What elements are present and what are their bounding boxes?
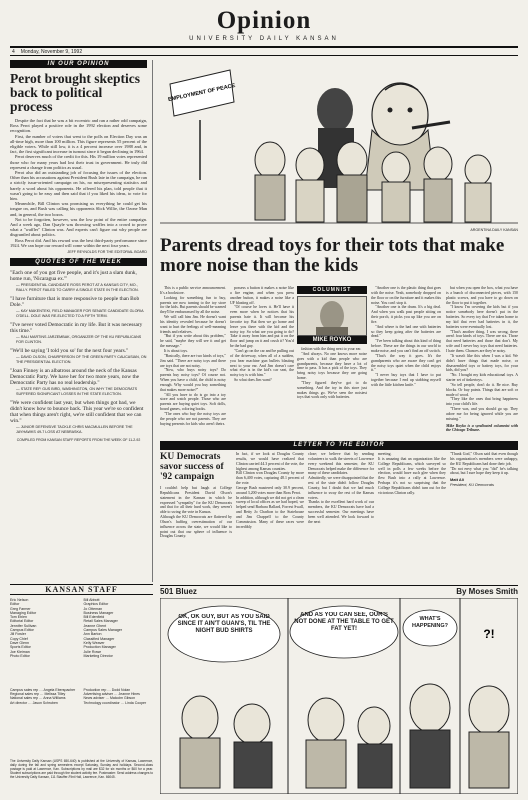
staff-name: Julie Rowe bbox=[83, 649, 102, 654]
staff-entry bbox=[10, 615, 80, 624]
quote-text: "We were confident last year, but when things got bad, we didn't know how to bounce back. This year we're so confident that when things aren't right, we're still confident that we can win." bbox=[10, 400, 144, 425]
column-paragraph: "Can't go on the car and be pulling out of the driveway, when all of a sudden, you hear machine gun bullets blasting next to your ear. And Jim doesn't care what else is in the kid's car seat, the noisy toy is with him." bbox=[230, 348, 294, 378]
letter-paragraph: "Do not envy what you "did" he's talking about, but I sure hope they keep it up. bbox=[450, 466, 518, 476]
letter-signer-title: President, KU Democrats bbox=[450, 482, 494, 488]
main-column bbox=[160, 60, 518, 582]
column-paragraph: "That's the way it goes. It's the grandparents who are aware they can't get the noisy toys quiet when the child enjoys it." bbox=[371, 353, 441, 373]
staff-name: Jennifer Sullivan bbox=[10, 623, 37, 628]
paper-name: UNIVERSITY DAILY KANSAN bbox=[189, 36, 339, 42]
letter-paragraph: Although the KU Democrats are flattered by Olson's huffing overestimation of our influence across the state, we would like to point out that our sphere of influence is Douglas County. bbox=[160, 515, 232, 539]
staff-ad-entry: Advertising adviser … Jeanne Hines bbox=[83, 692, 140, 697]
letter-paragraph: meeting. bbox=[378, 452, 392, 456]
comic-strip bbox=[160, 598, 518, 794]
quote-attribution: — PRESIDENTIAL CANDIDATE ROSS PEROT AT A KANSAS CITY, MO., RALLY. PEROT FAILED TO CARRY A SINGLE STATE IN THE ELECTION. bbox=[16, 283, 139, 292]
column-paragraph: "Another one is the plastic thing that goes with the noise. Yeah, somebody dropped on the floor or on the furniture and it makes this noise. You can't stop it. bbox=[371, 286, 441, 305]
columnist-photo bbox=[297, 296, 367, 336]
staff-role: News adviser bbox=[83, 696, 105, 701]
editorial-paragraph: First, the number of voters that went to the polls on Election Day was an all-time high, more than 100 million. This figure represents 55 percent of the eligible voters. While still low, it is a 4 percent increase over 1988 and, in fact, the first significant increase in turnout since it began declining in 1964. bbox=[10, 133, 147, 155]
editorial-paragraph: Meanwhile, Bill Clinton was promising us everything he could get his tongue on, and Bush was calling his opponents Slick Willie, the Ozone Man and, in general, the two bozos. bbox=[10, 201, 147, 217]
staff-role: Classified Manager bbox=[83, 636, 115, 641]
letter-paragraph: George Bush mustered only 30.9 percent, around 3,200 votes more than Ross Perot. bbox=[236, 485, 304, 495]
staff-role: Campus Sales Manager bbox=[83, 628, 123, 633]
column-paragraph: It is about toys. bbox=[164, 348, 188, 353]
staff-name: Anna Williams bbox=[43, 696, 66, 701]
staff-role: Photo Editor bbox=[10, 653, 30, 658]
column-paragraph: We will call him Jim. He doesn't want his identity revealed because he doesn't want to hurt the feelings of well-meaning friends and relatives. bbox=[160, 315, 226, 334]
letter-text-col1 bbox=[160, 486, 232, 539]
column-text-col4 bbox=[446, 286, 518, 433]
staff-name: Tom Eblen bbox=[10, 615, 27, 620]
page-number: 4 bbox=[12, 48, 15, 55]
staff-role: Campus sales rep bbox=[10, 688, 39, 692]
staff-ad-entry: News adviser … Malcolm Gibson bbox=[83, 696, 136, 701]
staff-role: Advertising adviser bbox=[83, 692, 114, 697]
staff-entry bbox=[10, 598, 80, 607]
staff-entry bbox=[84, 624, 154, 633]
quote-text: "Joan Finney is an albatross around the neck of the Kansas Democratic Party. We have her for two more years, now the Democratic Party has no real leadership." bbox=[10, 367, 140, 387]
quote-text: "Each one of you got five people, and it's just a slam dunk, home run, 'Nicaragua ex.'" bbox=[10, 270, 137, 283]
quotes-list bbox=[10, 270, 147, 434]
letter-paragraph: Thanks to the excellent hard work of our members, the KU Democrats have had a successful semester. Our meetings have been well attended. We look forward to the next bbox=[308, 500, 374, 524]
column-text-col2 bbox=[230, 286, 294, 383]
staff-ad-entry: Technology coordinator … Linda Cooper bbox=[83, 700, 147, 705]
column-paragraph: "And always. No one knows more noise goes with a kid than people who are grandparents, because they have a lot of time to pass. It has a pick of the toys. They bring noisy toys because they are going home. bbox=[297, 351, 367, 381]
column-text-col3b bbox=[371, 286, 441, 388]
column-paragraph: "It wasn't like this when I was a kid. We didn't have things that made noise, or disassembled toys or battery toys, for your kids, did you? bbox=[446, 353, 518, 373]
quote-attribution: — STATE REP. GUS BIRD, WASHINGTON, ON WHY THE DEMOCRATS SUFFERED SIGNIFICANT LOSSES IN THE STATE ELECTION. bbox=[16, 387, 138, 396]
staff-role: Campus Editor bbox=[10, 628, 34, 633]
columnist-name: MIKE ROYKO bbox=[297, 336, 367, 344]
staff-name: Jo Otteman bbox=[83, 606, 103, 611]
comic-title: 501 Bluez bbox=[160, 587, 197, 596]
staff-ad-entry: Regional sales rep … Melissa Tilley bbox=[10, 692, 66, 697]
staff-ad-entry: Art director … Jason Schruben bbox=[10, 700, 58, 705]
columnist-box bbox=[297, 286, 367, 400]
staff-name: Bill Abbott bbox=[83, 598, 100, 602]
cartoon-credit: ARGENTINA DAILY KANSAN bbox=[470, 228, 518, 232]
staff-name: Jill Fowler bbox=[10, 632, 26, 637]
columnist-label: COLUMNIST bbox=[297, 286, 367, 294]
staff-role: Graphics Editor bbox=[83, 602, 109, 607]
staff-name: Dodd Nolan bbox=[111, 688, 131, 692]
staff-entry bbox=[10, 632, 80, 641]
letter-paragraph: "Thank God," Olson said that even though his organization's members were unhappy, the KU Republicans had done their job. bbox=[450, 452, 518, 466]
column-headline: Parents dread toys for their tots that make more noise than the kids bbox=[160, 235, 505, 276]
quote-attribution: — DAVID OLSON, CHAIRPERSON OF THE GREEN PARTY CAUCASIAN, ON THE PRESIDENTIAL ELECTION. bbox=[16, 355, 147, 364]
staff-entry bbox=[10, 607, 80, 616]
staff-role: Production Manager bbox=[83, 645, 116, 650]
column-paragraph: "I know I'm covering the kids but if you notice somebody here doesn't put in the batteries. So every toy that I've taken home to my kid that ever had batteries in it, the batteries were eventually lost. bbox=[446, 305, 518, 329]
column-paragraph: "So tell people, don't do it. Be nice. Buy blocks. Or buy paints. Things that are soft or made of wood. bbox=[446, 382, 518, 397]
quotes-compiled-note: COMPILED FROM KANSAN STAFF REPORTS FROM THE WEEK OF 11-2-92 bbox=[16, 438, 141, 443]
letter-text-col4 bbox=[378, 452, 518, 496]
column-paragraph: "All you have to do is go into a toy store and watch people. Those who are parents are buying quiet toys. Soft dolls, board games, coloring books. bbox=[160, 392, 226, 412]
column-paragraph: "I never buy toys that I have to put together because I end up stabbing myself with the little kitchen knife." bbox=[371, 373, 441, 387]
staff-name: Eric Nelson bbox=[10, 598, 29, 602]
letter-paragraph: close; we believe that by sending volunteers to walk the streets of Lawrence every weekend this semester, the KU Democrats helped make the difference for many of these candidates. bbox=[308, 452, 374, 476]
staff-name: Ann Barton bbox=[83, 632, 102, 637]
editorial-headline: Perot brought skeptics back to political process bbox=[10, 71, 141, 114]
quote-text: "I've never voted Democratic in my life. But it was necessary this time." bbox=[10, 322, 143, 335]
staff-name: Jeanne Ghent bbox=[83, 623, 107, 628]
column-paragraph: "But if you write about this problem," he said, "maybe they will see it and get the message." bbox=[160, 334, 226, 349]
column-paragraph: Looking for something fun to buy, parents are now turning to the toy store for the kids. But parents should be warned they'll be embarrassed by all the noise. bbox=[160, 295, 226, 315]
staff-name: Joe Kleiman bbox=[10, 649, 30, 654]
column-paragraph: So what does Jim want? bbox=[234, 378, 272, 383]
staff-role: Retail Sales Manager bbox=[83, 619, 118, 624]
staff-name: Greg Farmer bbox=[10, 606, 31, 611]
comic-bubble-3: WHAT'S HAPPENING? bbox=[411, 616, 449, 629]
letter-paragraph: In addition, although we did not get a clean sweep of local offices as we had hoped, we helped send Barbara Ballard, Forrest Swall, and Betty Jo Charlton to the Statehouse and Jim Chappell to the County Commission. Many of these races were incredibly bbox=[236, 495, 304, 529]
letter-text-col3 bbox=[308, 452, 374, 525]
staff-ads-list bbox=[10, 688, 153, 705]
column-paragraph: "Another one is the drum. It's a big deal. And when you walk past people sitting on their porch, it picks you up like you are on fire. bbox=[371, 305, 441, 324]
staff-name: Bill Edenfield bbox=[83, 615, 105, 620]
staff-role: Editorial Editor bbox=[10, 619, 34, 624]
staff-entry bbox=[84, 632, 154, 641]
column-paragraph: "There was, and you should go up. They adore me for being ignored while you are missing." bbox=[446, 407, 518, 421]
staff-footer: The University Daily Kansan (USPS 650-640) is published at the University of Kansas, Lawrence, daily during the fall and spring semesters except Saturday, Sunday and holidays. Second-class postage is paid at Lawrence, Kan. Subscriptions by mail are $32 for six months or $60 for a year. Student subscriptions are paid through the student activity fee. Postmaster: Send address changes to the University Daily Kansan, 111 Stauffer-Flint Hall, Lawrence, Kan. 66045. bbox=[10, 759, 153, 779]
staff-entry bbox=[84, 607, 154, 616]
staff-role: Sports Editor bbox=[10, 645, 31, 650]
quotes-kicker: QUOTES OF THE WEEK bbox=[10, 258, 147, 266]
staff-name: Angela Eberspacher bbox=[43, 688, 76, 692]
letter-paragraph: I couldn't help but laugh at College Republicans President David Olson's statement in the Kansan in which he expressed "sympathy" for the KU Democrats and that for all their hard work, they weren't able to swing the vote in Kansas. bbox=[160, 486, 232, 515]
quote-attribution: — JUNIOR DEFENSIVE TACKLE CHRIS MACMULLEN BEFORE THE JAYHAWKS 49-7 LOSS AT NEBRASKA. bbox=[16, 425, 133, 434]
letter-paragraph: Admittedly, we were disappointed that the rest of the state didn't follow Douglas County, but I doubt that we had much influence to sway the rest of the Kansas voters. bbox=[308, 476, 374, 500]
column-paragraph: "I've been talking about this kind of thing before. These are the things in our world to make noise, and you can't find an off switch. bbox=[371, 339, 441, 353]
editorial-kicker: IN OUR OPINION bbox=[10, 60, 147, 68]
staff-entry bbox=[84, 615, 154, 624]
editorial-paragraph: Ross Perot did. And his reward was the best third-party performance since 1924. We can hope our reward will come within the next four years. bbox=[10, 237, 147, 248]
staff-entry bbox=[84, 598, 154, 607]
staff-name: Jeanne Hines bbox=[118, 692, 140, 697]
column-paragraph: This is a public service announcement. It's a bookstore. bbox=[160, 286, 226, 295]
staff-name: Kelly Weaver bbox=[83, 640, 105, 645]
comic-byline: By Moses Smith bbox=[456, 587, 518, 596]
quote-text: "We'll be saying 'I told you so' for the next four years." bbox=[10, 348, 129, 355]
column-paragraph: "That's another thing, I was wrong, there aren't four kinds of toys. There are six. Those that need batteries and those that don't. My wife and I never buy toys that need batteries. I hate them. Chances are they're noisy. bbox=[446, 329, 518, 353]
column-paragraph: "They figured they've got to do something. And the toy in this store just makes things go. We've seen the noisiest toys that work only with batteries. bbox=[297, 380, 367, 400]
section-title: Opinion bbox=[216, 7, 312, 34]
staff-role: Art director bbox=[10, 700, 28, 705]
issue-date: Monday, November 9, 1992 bbox=[20, 48, 83, 55]
column-paragraph: "They like the ones that bring happiness into your child's life. bbox=[446, 397, 518, 407]
editorial-cartoon bbox=[160, 60, 518, 228]
editorial-paragraph: Perot also did an outstanding job of focusing the issues of the election. Other than his accusations against President Bush late in the campaign, he ran a strictly issue-oriented campaign on his, no misrepresenting statistics and barely a word about his opponents. He offered his plan, told people that it wasn't going to be easy and then said that if you liked his ideas, to vote for him. bbox=[10, 170, 147, 202]
column-text-col3 bbox=[297, 347, 367, 400]
staff-name: Melissa Tilley bbox=[44, 692, 66, 697]
staff-role: Production rep bbox=[83, 688, 107, 692]
staff-role: Technology coordinator bbox=[83, 700, 120, 705]
letter-text-col2 bbox=[236, 452, 304, 530]
staff-name: Jason Schruben bbox=[32, 700, 58, 705]
staff-role: Managing Editor bbox=[10, 610, 37, 615]
staff-list bbox=[10, 598, 153, 658]
staff-ad-entry: Campus sales rep … Angela Eberspacher bbox=[10, 688, 76, 692]
quote-text: "I have furniture that is more responsive to people than Bob Dole." bbox=[10, 296, 140, 309]
editorial-paragraph: Despite the fact that he was a bit eccentric and ran a rather odd campaign, Ross Perot played a positive role in the 1992 election and deserves some recognition. bbox=[10, 118, 147, 134]
column-text-col1 bbox=[160, 286, 226, 426]
cartoon-sign-text: EMPLOYMENT OF PEACE bbox=[167, 82, 236, 104]
editorial-body bbox=[10, 118, 147, 248]
left-column bbox=[10, 60, 153, 582]
column-paragraph: but when you open the box, what you have is a bunch of disconnected pieces, with 150 plastic screws, and you have to go down on the floor to put it together. bbox=[446, 286, 518, 305]
staff-role: National sales rep bbox=[10, 696, 39, 701]
staff-entry bbox=[10, 624, 80, 633]
staff-role: Editor bbox=[10, 602, 20, 607]
letter-bar: LETTER TO THE EDITOR bbox=[160, 441, 518, 450]
staff-ad-entry: Production rep … Dodd Nolan bbox=[83, 688, 131, 692]
letter-paragraph: It is amazing that an organization like the College Republicans, which surveyed so well in polls a few weeks before the election, would have such glee when they flew Bush into a rally at Lawrence. Perhaps it's not so surprising that the College Republicans didn't turn out for the victorious Clinton rally. bbox=[378, 456, 446, 495]
letter-paragraph: Bill Clinton won Douglas County by more than 6,400 votes, capturing 48.1 percent of the vote. bbox=[236, 471, 304, 486]
staff-ad-entry: National sales rep … Anna Williams bbox=[10, 696, 66, 701]
editorial-paragraph: Not to be forgotten, however, was the low point of the entire campaign. And a week ago, Dan Quayle was throwing waffles into a crowd to prove what a "waffler" Clinton was. And experts can't figure out why people are disgruntled about politics. bbox=[10, 216, 147, 238]
letter-headline: KU Democrats savor success of '92 campaign bbox=[160, 452, 224, 482]
staff-name: Linda Cooper bbox=[125, 700, 147, 705]
column-paragraph: possess a button it makes a noise like a fire engine, and when you press another button, it makes a noise like a UF blasting off. bbox=[230, 286, 294, 305]
quote-attribution: — RALI MARTINS JARZEMBAK, ORGANIZER OF THE KU REPUBLICANS FOR CLINTON. bbox=[16, 335, 142, 344]
dateline bbox=[10, 46, 518, 56]
staff-entry bbox=[10, 641, 80, 650]
staff-role: Marketing Director bbox=[83, 653, 113, 658]
column-paragraph: "Basically, there are two kinds of toys," Jim said. "There are noisy toys and there are toys that are not noisy. bbox=[160, 353, 226, 368]
staff-name: Malcolm Gibson bbox=[109, 696, 136, 701]
staff-entry bbox=[84, 650, 154, 659]
staff-title: KANSAN STAFF bbox=[10, 584, 153, 595]
columnist-bio: Mike Royko is a syndicated columnist with the Chicago Tribune. bbox=[446, 423, 518, 433]
column-paragraph: "Now, who buys noisy toys? Do parents buy noisy toys? Of course not. When you have a child, the child is noisy enough. Why would you buy something that makes more noise?" bbox=[160, 368, 226, 392]
staff-role: Business Manager bbox=[83, 610, 114, 615]
column-paragraph: "No. I bought my kids educational toys. A starter set of tinkertoys. bbox=[446, 373, 518, 383]
column-paragraph: "The ones who buy the noisy toys are the people who are not parents. They are buying presents for kids who aren't theirs. bbox=[160, 411, 226, 426]
staff-entry bbox=[84, 641, 154, 650]
staff-entry bbox=[10, 650, 80, 659]
editorial-paragraph: Perot deserves much of the credit for this. His 19 million votes represented those who for many years had lost their trust in government. He truly did represent a change from politics as usual. bbox=[10, 154, 147, 170]
letter-paragraph: In fact, if we look at Douglas County results, we would have realized that Clinton carried 44.3 percent of the vote, the highest among Kansas counties. bbox=[236, 452, 304, 471]
comic-bubble-1: OK, OK GUY, BUT AS YOU SAID SINCE IT AIN'T GUAN'S, TIL THE NIGHT BUD SHIRTS bbox=[177, 614, 271, 634]
comic-bubble-2: AND AS YOU CAN SEE, OUR'S NOT DONE AT THE TABLE TO GET FAT YET! bbox=[294, 612, 394, 632]
column-paragraph: fashion with the thing next to your ear. bbox=[301, 347, 362, 351]
staff-role: Copy Chief bbox=[10, 636, 28, 641]
editorial-signature: JEFF REYNOLDS FOR THE EDITORIAL BOARD bbox=[67, 250, 147, 255]
staff-name: Dave Glenn bbox=[10, 640, 29, 645]
column-paragraph: "Of course he loves it. He'll have it even more when he notices that his parents hate it. It will become his favorite toy. But then we go home and leave you there with the kid and the noisy toy. So what are you going to do? Take it away from him and put it on the floor and jump on it and crush it? You'd be the bad guy. bbox=[230, 305, 294, 349]
column-paragraph: "And where is the bad one with batteries so they keep going after the batteries are dead." bbox=[371, 324, 441, 339]
staff-role: Regional sales rep bbox=[10, 692, 39, 697]
comic-header bbox=[160, 585, 518, 597]
letter-signer: Matt Ali bbox=[450, 477, 464, 483]
comic-panel-3 bbox=[403, 610, 457, 788]
quote-attribution: — KAY MAKENTEKI, FIELD MANAGER FOR SENATE CANDIDATE GLORIA O'DELL. DOLE WAS RE-ELECTED TO A FIFTH TERM. bbox=[16, 309, 144, 318]
comic-bubble-4: ?! bbox=[483, 627, 495, 641]
